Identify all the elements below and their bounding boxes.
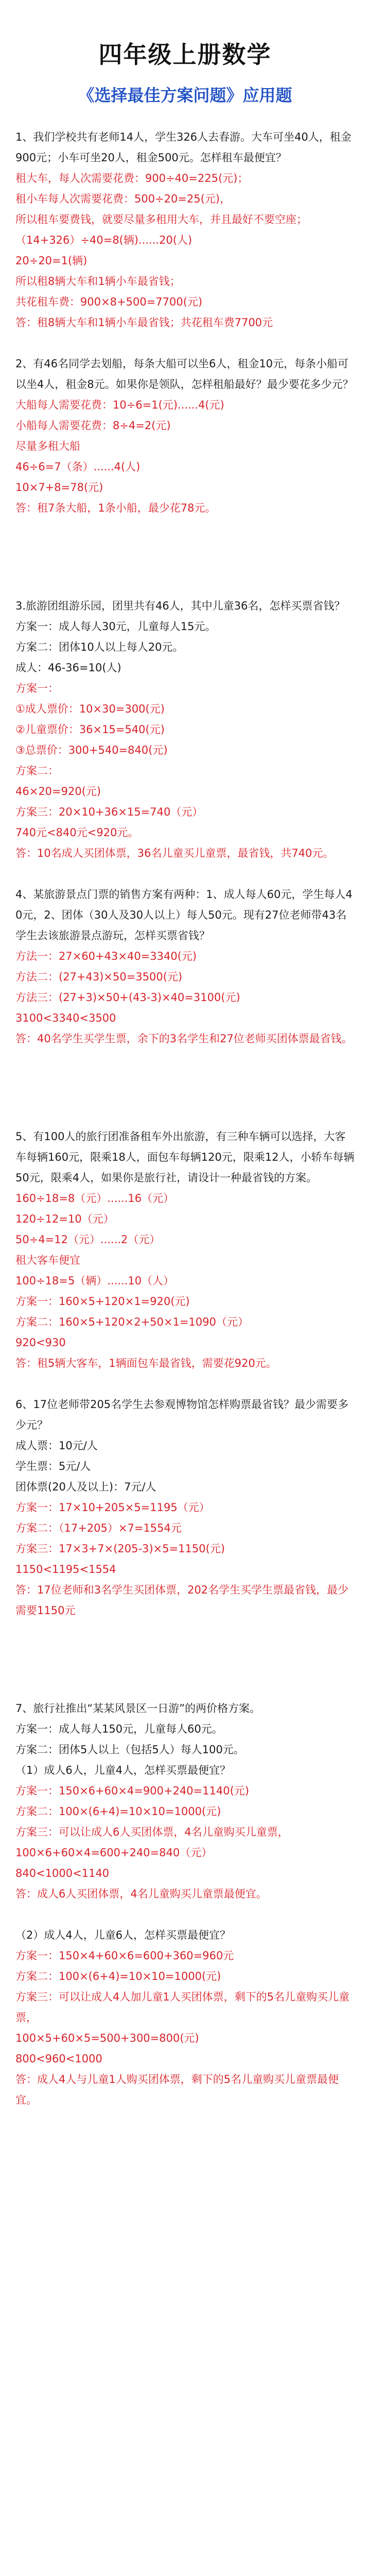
problem-list [0, 127, 370, 2110]
solution-line: 大船每人需要花费：10÷6=1(元)......4(元) [15, 399, 224, 411]
solution-line: 50÷4=12（元）......2（元） [15, 1233, 161, 1246]
solution-line: 答：成人6人买团体票，4名儿童购买儿童票最便宜。 [15, 1888, 267, 1900]
solution-line: 所以租8辆大车和1辆小车最省钱； [15, 275, 181, 287]
solution-line: ②儿童票价：36×15=540(元) [15, 723, 165, 736]
question-line: （1）成人6人，儿童4人，怎样买票最便宜？ [15, 1764, 231, 1776]
problem-5 [15, 1126, 355, 1374]
page-subtitle: 《选择最佳方案问题》应用题 [78, 86, 292, 105]
question-line: 2、有46名同学去划船，每条大船可以坐6人，租金10元，每条小船可以坐4人，租金8元。如果你是领队，怎样租船最好？最少要花多少元？ [15, 358, 354, 391]
solution-line: 10×7+8=78(元) [15, 481, 103, 494]
question-line: 成人：46-36=10(人) [15, 662, 121, 674]
solution-line: 方法二：(27+43)×50=3500(元) [15, 971, 183, 983]
question-line: 方案一：成人每人30元，儿童每人15元。 [15, 620, 216, 633]
solution-line: 100÷18=5（辆）......10（人） [15, 1275, 174, 1287]
solution-line: 租小车每人次需要花费：500÷20=25(元)， [15, 193, 231, 205]
solution-line: ③总票价：300+540=840(元) [15, 744, 168, 756]
solution-line: 所以租车要费钱，就要尽量多租用大车，并且最好不要空座； [15, 213, 307, 226]
solution-line: 20÷20=1(辆) [15, 255, 87, 267]
question-line: 成人票：10元/人 [15, 1439, 98, 1452]
question-line: 方案二：团体5人以上（包括5人）每人100元。 [15, 1743, 244, 1756]
problem-4 [15, 884, 355, 1049]
solution-line: 100×6+60×4=600+240=840（元） [15, 1846, 213, 1859]
solution-line: 答：17位老师和3名学生买团体票，202名学生买学生票最省钱，最少需要1150元 [15, 1584, 349, 1617]
solution-line: 46÷6=7（条）......4(人) [15, 461, 140, 473]
solution-line: ①成人票价：10×30=300(元) [15, 703, 165, 715]
solution-line: 方案三：20×10+36×15=740（元） [15, 806, 203, 818]
solution-line: 方案二：（17+205）×7=1554元 [15, 1522, 182, 1534]
solution-line: 46×20=920(元) [15, 785, 101, 798]
solution-line: 答：40名学生买学生票，余下的3名学生和27位老师买团体票最省钱。 [15, 1032, 353, 1045]
solution-line: 方案一：160×5+120×1=920(元) [15, 1295, 190, 1308]
solution-line: 方案一：150×6+60×4=900+240=1140(元) [15, 1785, 250, 1797]
question-line: 3.旅游团组游乐园，团里共有46人，其中儿童36名，怎样买票省钱？ [15, 600, 345, 612]
solution-line: 840<1000<1140 [15, 1867, 110, 1879]
solution-line: 小船每人需要花费：8÷4=2(元) [15, 419, 171, 432]
solution-line: （14+326）÷40=8(辆)......20(人) [15, 234, 192, 246]
problem-6 [15, 1394, 355, 1621]
question-line: 5、有100人的旅行团准备租车外出旅游，有三种车辆可以选择，大客车每辆160元，限乘18人，面包车每辆120元，限乘12人，小轿车每辆50元，限乘4人，如果你是旅行社，请设计一种最省钱的方案。 [15, 1130, 355, 1184]
solution-line: 答：成人4人与儿童1人购买团体票，剩下的5名儿童购买儿童票最便宜。 [15, 2073, 339, 2106]
solution-line: 方案二：160×5+120×2+50×1=1090（元） [15, 1316, 249, 1328]
solution-line: 方案三：可以让成人6人买团体票，4名儿童购买儿童票， [15, 1826, 289, 1838]
solution-line: 740元<840元<920元。 [15, 826, 139, 839]
solution-line: 答：租5辆大客车，1辆面包车最省钱，需要花920元。 [15, 1357, 277, 1369]
solution-line: 答：租8辆大车和1辆小车最省钱；共花租车费7700元 [15, 316, 273, 329]
solution-line: 920<930 [15, 1336, 66, 1349]
question-line: 1、我们学校共有老师14人，学生326人去春游。大车可坐40人，租金900元；小车可坐20人，租金500元。怎样租车最便宜？ [15, 131, 351, 164]
solution-line: 3100<3340<3500 [15, 1012, 116, 1024]
solution-line: 共花租车费：900×8+500=7700(元) [15, 296, 203, 308]
solution-line: 160÷18=8（元）......16（元） [15, 1192, 174, 1205]
solution-line: 租大车，每人次需要花费：900÷40=225(元)； [15, 172, 249, 184]
problem-1 [15, 127, 355, 333]
solution-line: 答：租7条大船，1条小船，最少花78元。 [15, 502, 216, 514]
solution-line: 1150<1195<1554 [15, 1563, 116, 1575]
solution-line: 方法一：27×60+43×40=3340(元) [15, 950, 197, 962]
solution-line: 方案三：17×3+7×(205-3)×5=1150(元) [15, 1543, 225, 1555]
question-line: 4、某旅游景点门票的销售方案有两种：1、成人每人60元，学生每人40元，2、团体（30人及30人以上）每人50元。现有27位老师带43名学生去该旅游景点游玩，怎样买票省钱？ [15, 888, 353, 942]
solution-line: 800<960<1000 [15, 2053, 102, 2065]
question-line [15, 1904, 355, 1925]
solution-line: 租大客车便宜 [15, 1254, 80, 1266]
question-line: （2）成人4人，儿童6人，怎样买票最便宜？ [15, 1929, 231, 1941]
problem-3 [15, 596, 355, 863]
solution-line: 100×5+60×5=500+300=800(元) [15, 2032, 199, 2044]
question-line: 方案一：成人每人150元，儿童每人60元。 [15, 1723, 223, 1735]
page-title: 四年级上册数学 [98, 41, 272, 69]
solution-line: 方案二： [15, 765, 59, 777]
solution-line: 方案三：可以让成人4人加儿童1人买团体票，剩下的5名儿童购买儿童票， [15, 1991, 350, 2024]
solution-line: 方案一： [15, 682, 59, 694]
problem-7 [15, 1698, 355, 2110]
solution-line: 方案一：150×4+60×6=600+360=960元 [15, 1950, 234, 1962]
solution-line: 120÷12=10（元） [15, 1213, 114, 1225]
question-line: 学生票：5元/人 [15, 1460, 91, 1472]
solution-line: 方案二：100×(6+4)=10×10=1000(元) [15, 1805, 221, 1818]
solution-line: 方案一：17×10+205×5=1195（元） [15, 1501, 210, 1514]
solution-line: 方案二：100×(6+4)=10×10=1000(元) [15, 1970, 221, 1982]
solution-line: 答：10名成人买团体票，36名儿童买儿童票，最省钱，共740元。 [15, 847, 334, 859]
solution-line: 尽量多租大船 [15, 440, 80, 452]
question-line: 7、旅行社推出“某某风景区一日游”的两价格方案。 [15, 1702, 261, 1715]
question-line: 团体票(20人及以上)：7元/人 [15, 1481, 156, 1493]
problem-2 [15, 353, 355, 518]
solution-line: 方法三：(27+3)×50+(43-3)×40=3100(元) [15, 991, 240, 1004]
question-line: 6、17位老师带205名学生去参观博物馆怎样购票最省钱？最少需要多少元？ [15, 1398, 349, 1431]
question-line: 方案二：团体10人以上每人20元。 [15, 641, 184, 653]
